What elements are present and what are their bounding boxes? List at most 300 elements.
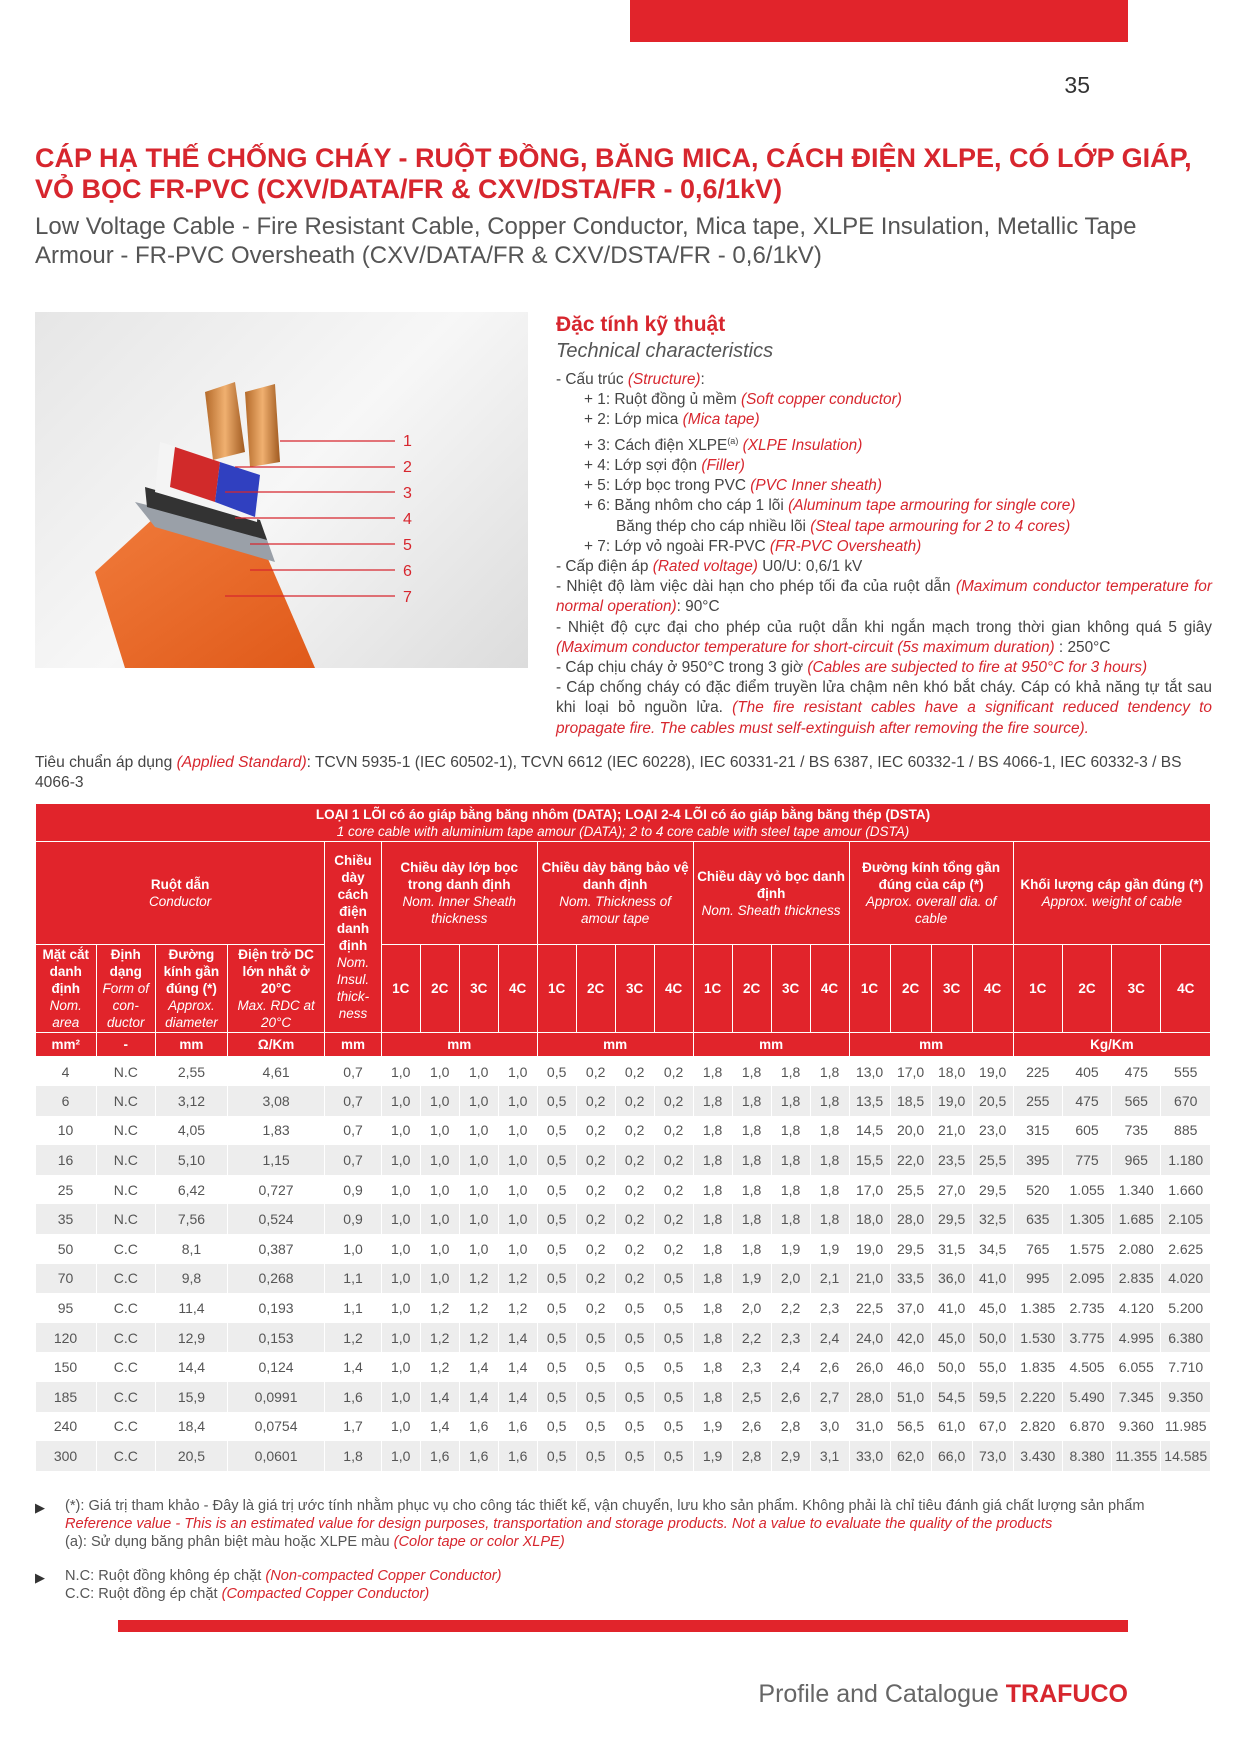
table-cell: 0,5 [537, 1382, 576, 1412]
technical-characteristics [556, 312, 1212, 739]
table-cell: 1,0 [459, 1175, 498, 1205]
table-cell: 2,3 [810, 1293, 849, 1323]
table-cell: 395 [1013, 1145, 1062, 1175]
table-cell: 0,2 [615, 1175, 654, 1205]
table-cell: 16 [36, 1145, 97, 1175]
table-cell: 1,0 [459, 1145, 498, 1175]
table-cell: 41,0 [972, 1264, 1013, 1294]
table-cell: 0,0601 [227, 1441, 324, 1471]
table-cell: 1,0 [420, 1204, 459, 1234]
table-cell: 1,0 [498, 1116, 537, 1146]
armour-vi: Chiều dày băng bảo vệ danh định [541, 860, 689, 892]
table-cell: 1,0 [381, 1323, 420, 1353]
table-cell: 185 [36, 1382, 97, 1412]
label-6: 6 [403, 563, 412, 580]
structure-item-7 [556, 537, 1212, 557]
table-cell: 0,5 [654, 1412, 693, 1442]
table-cell: 2,6 [732, 1412, 771, 1442]
item-vi: + 6: Băng nhôm cho cáp 1 lõi [584, 497, 789, 515]
inner-en: Nom. Inner Sheath thickness [402, 894, 516, 926]
diameter-header [156, 945, 228, 1033]
table-cell: 0,5 [576, 1441, 615, 1471]
core-1c: 1C [849, 945, 890, 1033]
core-3c: 3C [615, 945, 654, 1033]
table-cell: 1,4 [498, 1382, 537, 1412]
table-cell: 0,2 [654, 1086, 693, 1116]
table-cell: 1,8 [693, 1264, 732, 1294]
note-reference [65, 1497, 1215, 1551]
fire-resistance [556, 658, 1212, 678]
table-cell: 2,6 [771, 1382, 810, 1412]
table-cell: 1,2 [420, 1352, 459, 1382]
weight-header [1013, 842, 1210, 945]
table-cell: 1,0 [381, 1234, 420, 1264]
table-cell: 29,5 [972, 1175, 1013, 1205]
table-cell: 11.355 [1112, 1441, 1161, 1471]
table-cell: 1,8 [732, 1086, 771, 1116]
standard-value: : TCVN 5935-1 (IEC 60502-1), TCVN 6612 (IEC 60228), IEC 60331-21 / BS 6387, IEC 60332-1 / BS 4066-1, IEC 60332-3 / BS 4066-3 [35, 754, 1182, 791]
item-vi: + 3: Cách điện XLPE [584, 436, 728, 454]
table-cell: 1,4 [459, 1382, 498, 1412]
table-cell: 0,5 [654, 1293, 693, 1323]
sc-en: (Maximum conductor temperature for short-circuit (5s maximum duration) [556, 638, 1055, 656]
table-cell: 150 [36, 1352, 97, 1382]
table-cell: 0,5 [615, 1352, 654, 1382]
table-cell: 1,8 [693, 1086, 732, 1116]
structure-item-6 [556, 496, 1212, 516]
table-cell: 635 [1013, 1204, 1062, 1234]
item-en: (Aluminum tape armouring for single core) [788, 497, 1076, 515]
table-cell: 1,0 [381, 1382, 420, 1412]
core-4c: 4C [972, 945, 1013, 1033]
self-extinguish [556, 678, 1212, 739]
table-cell: 0,2 [615, 1086, 654, 1116]
area-en: Nom. area [49, 998, 82, 1030]
table-cell: 13,0 [849, 1057, 890, 1087]
table-cell: 4.120 [1112, 1293, 1161, 1323]
table-cell: 1,9 [693, 1412, 732, 1442]
table-cell: 0,5 [537, 1175, 576, 1205]
table-cell: 1,8 [693, 1352, 732, 1382]
table-cell: 2,0 [732, 1293, 771, 1323]
table-row [36, 1352, 1211, 1382]
sc-value: : 250°C [1054, 638, 1111, 656]
table-cell: 1,0 [381, 1086, 420, 1116]
table-cell: 885 [1161, 1116, 1211, 1146]
table-cell: 1,0 [381, 1204, 420, 1234]
table-cell: 0,5 [615, 1412, 654, 1442]
temp-en: (Maximum conductor temperature for normal operation) [556, 578, 1212, 616]
item-en: (Soft copper conductor) [741, 391, 902, 409]
item-en: (XLPE Insulation) [738, 436, 863, 454]
ext-en: (The fire resistant cables have a significant reduced tendency to propagate fire. The cables must self-extinguish after removing the fire source). [556, 699, 1212, 737]
core-2c: 2C [420, 945, 459, 1033]
table-cell: 1,0 [459, 1204, 498, 1234]
table-cell: 10 [36, 1116, 97, 1146]
table-cell: N.C [96, 1057, 156, 1087]
table-cell: 5.490 [1062, 1382, 1111, 1412]
table-cell: 33,5 [890, 1264, 931, 1294]
table-cell: 6,42 [156, 1175, 228, 1205]
item-en: (Filler) [701, 456, 745, 474]
structure-item-4 [556, 456, 1212, 476]
unit-ins: mm [325, 1033, 381, 1057]
table-cell: 0,5 [615, 1323, 654, 1353]
table-cell: 405 [1062, 1057, 1111, 1087]
table-cell: 28,0 [849, 1382, 890, 1412]
table-cell: 2,3 [732, 1352, 771, 1382]
table-cell: 2.820 [1013, 1412, 1062, 1442]
table-cell: 0,2 [576, 1145, 615, 1175]
table-cell: 1,8 [693, 1116, 732, 1146]
table-row [36, 1204, 1211, 1234]
core-2c: 2C [1062, 945, 1111, 1033]
table-cell: 45,0 [931, 1323, 972, 1353]
table-cell: 0,5 [537, 1234, 576, 1264]
table-cell: 1,2 [420, 1293, 459, 1323]
short-circuit-temperature [556, 618, 1212, 658]
table-cell: 1,8 [771, 1145, 810, 1175]
unit-od: mm [849, 1033, 1013, 1057]
table-cell: 1,8 [732, 1234, 771, 1264]
table-cell: 23,0 [972, 1116, 1013, 1146]
core-4c: 4C [498, 945, 537, 1033]
table-cell: 1,0 [381, 1441, 420, 1471]
table-cell: 6.380 [1161, 1323, 1211, 1353]
table-cell: 0,5 [537, 1293, 576, 1323]
table-cell: 0,5 [537, 1264, 576, 1294]
spec-heading-vi: Đặc tính kỹ thuật [556, 313, 726, 336]
core-2c: 2C [890, 945, 931, 1033]
table-cell: 4 [36, 1057, 97, 1087]
table-cell: 0,153 [227, 1323, 324, 1353]
structure-item-6b [556, 517, 1212, 537]
table-cell: 17,0 [890, 1057, 931, 1087]
rated-voltage [556, 557, 1212, 577]
standard-vi: Tiêu chuẩn áp dụng [35, 754, 177, 771]
table-cell: 1,2 [420, 1323, 459, 1353]
table-cell: 19,0 [849, 1234, 890, 1264]
table-cell: 0,9 [325, 1175, 381, 1205]
table-cell: 1,15 [227, 1145, 324, 1175]
table-cell: 66,0 [931, 1441, 972, 1471]
table-cell: 35 [36, 1204, 97, 1234]
table-cell: 1,0 [459, 1057, 498, 1087]
table-cell: 475 [1112, 1057, 1161, 1087]
table-cell: 31,0 [849, 1412, 890, 1442]
structure-vi: - Cấu trúc [556, 371, 628, 388]
table-cell: 61,0 [931, 1412, 972, 1442]
table-cell: 1,0 [420, 1057, 459, 1087]
table-row [36, 1145, 1211, 1175]
ins-en: Nom. Insul. thick-ness [336, 955, 370, 1021]
table-cell: 11.985 [1161, 1412, 1211, 1442]
table-cell: 0,2 [576, 1264, 615, 1294]
table-cell: 0,5 [654, 1264, 693, 1294]
table-cell: 2.835 [1112, 1264, 1161, 1294]
table-cell: 0,7 [325, 1116, 381, 1146]
table-cell: 14,4 [156, 1352, 228, 1382]
temp-value: : 90°C [676, 598, 720, 616]
table-cell: 1,0 [325, 1234, 381, 1264]
table-cell: 300 [36, 1441, 97, 1471]
table-cell: 0,727 [227, 1175, 324, 1205]
table-cell: 0,5 [537, 1086, 576, 1116]
table-cell: 0,2 [654, 1234, 693, 1264]
table-cell: 0,2 [615, 1116, 654, 1146]
standard-en: (Applied Standard) [176, 754, 307, 771]
table-cell: 4,61 [227, 1057, 324, 1087]
table-cell: 62,0 [890, 1441, 931, 1471]
table-cell: 7.345 [1112, 1382, 1161, 1412]
bottom-accent-bar [118, 1620, 1128, 1632]
table-cell: 1,8 [771, 1175, 810, 1205]
table-cell: 3.430 [1013, 1441, 1062, 1471]
table-cell: 0,2 [576, 1204, 615, 1234]
structure-item-5 [556, 476, 1212, 496]
table-cell: 6.055 [1112, 1352, 1161, 1382]
table-cell: 2.095 [1062, 1264, 1111, 1294]
temp-vi: - Nhiệt độ làm việc dài hạn cho phép tối đa của ruột dẫn [556, 578, 956, 596]
table-cell: 1.685 [1112, 1204, 1161, 1234]
table-cell: N.C [96, 1175, 156, 1205]
table-cell: 21,0 [931, 1116, 972, 1146]
insulation-header [325, 842, 381, 1033]
footer [700, 1680, 1128, 1709]
voltage-en: (Rated voltage) [652, 557, 758, 575]
core-1c: 1C [381, 945, 420, 1033]
area-header [36, 945, 97, 1033]
sheath-en: Nom. Sheath thickness [701, 902, 841, 918]
table-cell: 25,5 [972, 1145, 1013, 1175]
core-3c: 3C [771, 945, 810, 1033]
table-cell: 1,6 [459, 1412, 498, 1442]
table-cell: 1,6 [420, 1441, 459, 1471]
table-cell: N.C [96, 1145, 156, 1175]
table-cell: 2,4 [810, 1323, 849, 1353]
table-cell: 255 [1013, 1086, 1062, 1116]
unit-form: - [96, 1033, 156, 1057]
table-cell: 0,268 [227, 1264, 324, 1294]
table-cell: 2,3 [771, 1323, 810, 1353]
table-row [36, 1382, 1211, 1412]
table-row [36, 1116, 1211, 1146]
table-cell: 19,0 [931, 1086, 972, 1116]
table-cell: 29,5 [890, 1234, 931, 1264]
bullet-arrow-icon: ▶ [35, 1570, 45, 1585]
table-row [36, 1323, 1211, 1353]
table-cell: 1,8 [771, 1204, 810, 1234]
table-cell: 0,5 [576, 1352, 615, 1382]
table-cell: 1,0 [381, 1145, 420, 1175]
table-cell: 1,8 [693, 1057, 732, 1087]
item-en: (Mica tape) [682, 411, 760, 429]
table-cell: 225 [1013, 1057, 1062, 1087]
table-cell: 1.305 [1062, 1204, 1111, 1234]
note-2-en: (Color tape or color XLPE) [393, 1534, 565, 1550]
table-cell: 2.735 [1062, 1293, 1111, 1323]
table-cell: 1,8 [732, 1175, 771, 1205]
table-cell: 0,5 [576, 1412, 615, 1442]
table-cell: 4,05 [156, 1116, 228, 1146]
label-7: 7 [403, 589, 412, 606]
voltage-value: U0/U: 0,6/1 kV [757, 557, 863, 575]
table-cell: 0,2 [615, 1204, 654, 1234]
table-cell: 0,5 [537, 1323, 576, 1353]
table-cell: 36,0 [931, 1264, 972, 1294]
sc-vi: - Nhiệt độ cực đại cho phép của ruột dẫn khi ngắn mạch trong thời gian không quá 5 giây [556, 618, 1212, 636]
armour-en: Nom. Thickness of amour tape [559, 894, 672, 926]
item-en: (Steal tape armouring for 2 to 4 cores) [810, 517, 1071, 535]
cable-illustration [35, 312, 528, 668]
table-cell: 1,8 [693, 1382, 732, 1412]
table-cell: 18,0 [931, 1057, 972, 1087]
table-cell: 1,0 [381, 1412, 420, 1442]
item-vi: + 4: Lớp sợi độn [584, 456, 702, 474]
item-en: (FR-PVC Oversheath) [769, 537, 922, 555]
table-cell: 18,0 [849, 1204, 890, 1234]
item-vi: + 2: Lớp mica [584, 411, 683, 429]
unit-armour: mm [537, 1033, 693, 1057]
max-temperature [556, 577, 1212, 617]
table-cell: 1,9 [771, 1234, 810, 1264]
cable-cross-section-image [35, 312, 528, 668]
table-cell: 1,4 [498, 1323, 537, 1353]
table-cell: 0,387 [227, 1234, 324, 1264]
table-cell: 1,8 [810, 1145, 849, 1175]
table-cell: 565 [1112, 1086, 1161, 1116]
table-cell: 0,5 [654, 1382, 693, 1412]
table-cell: 1,4 [325, 1352, 381, 1382]
table-cell: 2,0 [771, 1264, 810, 1294]
table-cell: 54,5 [931, 1382, 972, 1412]
table-cell: 1,8 [771, 1057, 810, 1087]
table-cell: 1,0 [498, 1086, 537, 1116]
table-cell: 240 [36, 1412, 97, 1442]
table-row [36, 1086, 1211, 1116]
core-3c: 3C [459, 945, 498, 1033]
table-cell: 1,0 [498, 1234, 537, 1264]
inner-sheath-header [381, 842, 537, 945]
table-cell: 1,0 [498, 1145, 537, 1175]
table-cell: 6.870 [1062, 1412, 1111, 1442]
table-cell: 1.385 [1013, 1293, 1062, 1323]
table-cell: 7.710 [1161, 1352, 1211, 1382]
core-1c: 1C [537, 945, 576, 1033]
table-cell: 1,8 [732, 1057, 771, 1087]
area-vi: Mặt cắt danh định [42, 947, 90, 996]
res-en: Max. RDC at 20°C [237, 998, 315, 1030]
item-vi: + 1: Ruột đồng ủ mềm [584, 391, 741, 409]
unit-area: mm² [36, 1033, 97, 1057]
table-cell: 1,0 [498, 1057, 537, 1087]
table-cell: 1,8 [810, 1204, 849, 1234]
sheath-vi: Chiều dày vỏ bọc danh định [697, 868, 845, 901]
table-cell: 0,2 [576, 1234, 615, 1264]
table-cell: 2,5 [732, 1382, 771, 1412]
structure-item-3 [556, 431, 1212, 456]
note-2-vi: (a): Sử dụng băng phân biệt màu hoặc XLPE màu [65, 1534, 394, 1550]
table-cell: 0,5 [576, 1323, 615, 1353]
table-cell: 1,8 [693, 1204, 732, 1234]
armour-header [537, 842, 693, 945]
table-cell: 50,0 [972, 1323, 1013, 1353]
table-cell: 2,6 [810, 1352, 849, 1382]
table-cell: 0,5 [537, 1145, 576, 1175]
table-cell: 1,4 [459, 1352, 498, 1382]
table-cell: 520 [1013, 1175, 1062, 1205]
core-4c: 4C [654, 945, 693, 1033]
table-cell: 995 [1013, 1264, 1062, 1294]
table-cell: 3,0 [810, 1412, 849, 1442]
table-cell: 1,9 [732, 1264, 771, 1294]
table-cell: C.C [96, 1352, 156, 1382]
label-2: 2 [403, 459, 412, 476]
table-cell: 1,2 [459, 1264, 498, 1294]
table-cell: C.C [96, 1293, 156, 1323]
table-cell: 1.180 [1161, 1145, 1211, 1175]
note-1-en: Reference value - This is an estimated value for design purposes, transportation and storage products. Not a value to evaluate the quality of the products [65, 1516, 1053, 1532]
table-cell: 0,2 [654, 1116, 693, 1146]
item-sup: (a) [727, 435, 739, 446]
item-vi: + 7: Lớp vỏ ngoài FR-PVC [584, 537, 770, 555]
table-cell: 1,2 [325, 1323, 381, 1353]
table-cell: 2.080 [1112, 1234, 1161, 1264]
table-cell: 2.220 [1013, 1382, 1062, 1412]
structure-item-1 [556, 390, 1212, 410]
table-cell: 50,0 [931, 1352, 972, 1382]
table-cell: 1.660 [1161, 1175, 1211, 1205]
table-cell: 1,4 [498, 1352, 537, 1382]
table-cell: 25,5 [890, 1175, 931, 1205]
table-cell: 0,2 [576, 1175, 615, 1205]
table-cell: 0,2 [615, 1057, 654, 1087]
top-accent-bar [630, 0, 1128, 42]
table-cell: 24,0 [849, 1323, 890, 1353]
table-row [36, 1057, 1211, 1087]
table-cell: 605 [1062, 1116, 1111, 1146]
table-cell: 27,0 [931, 1175, 972, 1205]
table-cell: 1,8 [693, 1293, 732, 1323]
table-cell: 1,0 [381, 1175, 420, 1205]
ext-vi: - Cáp chống cháy có đặc điểm truyền lửa chậm nên khó bắt cháy. Cáp có khả năng tự tắt sau khi loại bỏ nguồn lửa. [556, 679, 1212, 717]
table-cell: 0,5 [615, 1441, 654, 1471]
table-cell: 735 [1112, 1116, 1161, 1146]
core-1c: 1C [1013, 945, 1062, 1033]
core-4c: 4C [1161, 945, 1211, 1033]
core-1c: 1C [693, 945, 732, 1033]
table-cell: 2,2 [771, 1293, 810, 1323]
table-cell: 37,0 [890, 1293, 931, 1323]
table-cell: 1,9 [810, 1234, 849, 1264]
label-4: 4 [403, 511, 412, 528]
table-cell: 1,0 [498, 1204, 537, 1234]
table-body [36, 1057, 1211, 1471]
table-title [36, 804, 1211, 842]
table-cell: 2,8 [732, 1441, 771, 1471]
table-row [36, 1264, 1211, 1294]
table-cell: 2,2 [732, 1323, 771, 1353]
table-cell: 0,2 [615, 1234, 654, 1264]
table-cell: 1,1 [325, 1293, 381, 1323]
table-cell: 9.360 [1112, 1412, 1161, 1442]
table-cell: 15,5 [849, 1145, 890, 1175]
table-cell: 4.995 [1112, 1323, 1161, 1353]
table-cell: 1,0 [420, 1175, 459, 1205]
table-cell: 23,5 [931, 1145, 972, 1175]
table-cell: 1.530 [1013, 1323, 1062, 1353]
table-cell: 0,2 [615, 1264, 654, 1294]
